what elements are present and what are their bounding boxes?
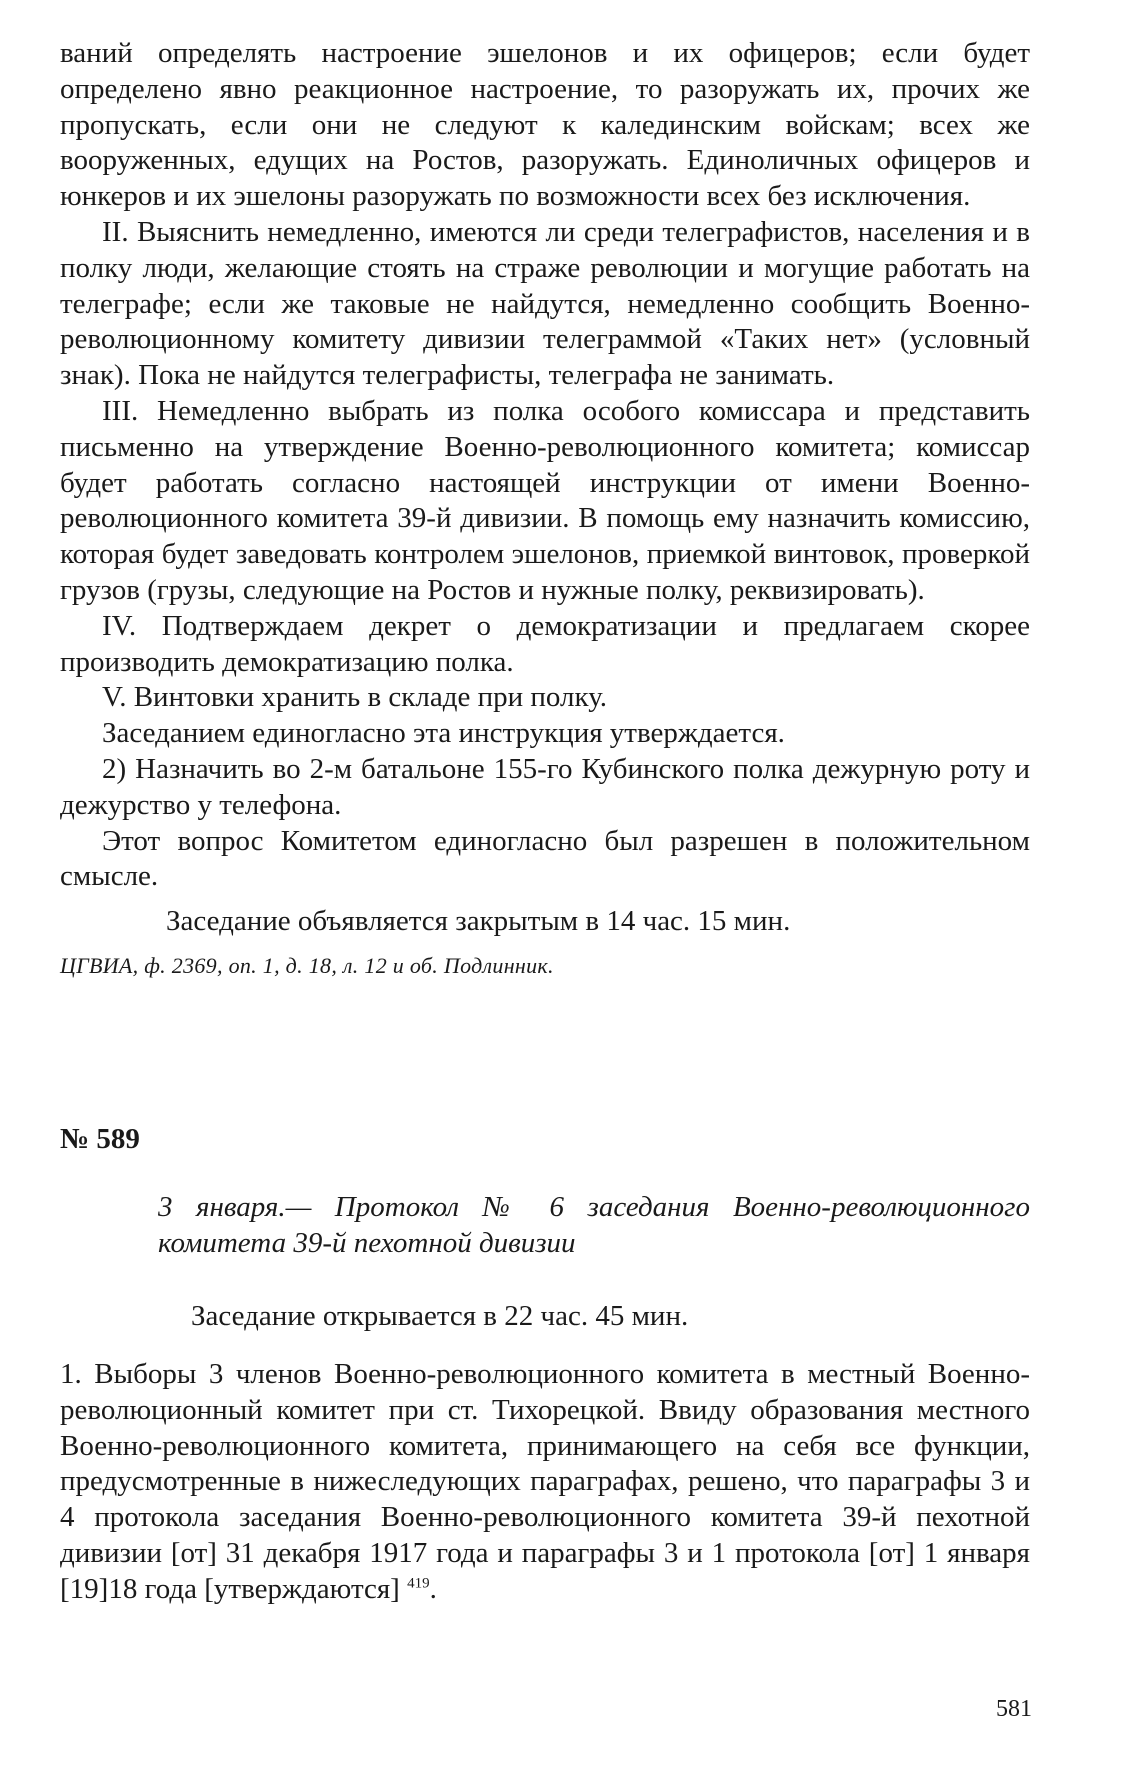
- paragraph-resolution: Этот вопрос Комитетом единогласно был разрешен в положительном смысле.: [60, 824, 1030, 893]
- paragraph-item-2: 2) Назначить во 2-м батальоне 155-го Кубинского полка дежурную роту и дежурство у телефона.: [60, 752, 1030, 821]
- previous-document-continuation: [60, 36, 1030, 981]
- paragraph-point-4: IV. Подтверждаем декрет о демократизации и предлагаем скорее производить демократизацию полка.: [60, 609, 1030, 678]
- document-number: № 589: [60, 1123, 140, 1155]
- document-page: [60, 36, 1030, 1605]
- paragraph-point-2: II. Выяснить немедленно, имеются ли среди телеграфистов, населения и в полку люди, желающие стоять на страже революции и могущие работать на телеграфе; если же таковые не найдутся, немедленно сообщить Военно-революционному комитету дивизии телеграммой «Таких нет» (условный знак). Пока не найдутся телеграфисты, телеграфа не занимать.: [60, 215, 1030, 392]
- paragraph-point-5: V. Винтовки хранить в складе при полку.: [102, 681, 608, 714]
- page-number: 581: [996, 1696, 1032, 1722]
- document-title: 3 января.— Протокол № 6 заседания Военно-революционного комитета 39-й пехотной дивизии: [158, 1191, 1030, 1259]
- paragraph-instruction-continuation: ваний определять настроение эшелонов и их офицеров; если будет определено явно реакционное настроение, то разоружать их, прочих же пропускать, если они не следуют к калединским войскам; всех же вооруженных, едущих на Ростов, разоружать. Единоличных офицеров и юнкеров и их эшелоны разоружать по возможности всех без исключения.: [60, 37, 1030, 213]
- agenda-item-1-text: 1. Выборы 3 членов Военно-революционного комитета в местный Военно-революционный комитет при ст. Тихорецкой. Ввиду образования местного Военно-революционного комитета, принимающего на себя все функции, предусмотренные в нижеследующих параграфах, решено, что параграфы 3 и 4 протокола заседания Военно-революционного комитета 39-й пехотной дивизии [от] 31 декабря 1917 года и параграфы 3 и 1 протокола [от] 1 января [19]18 года [утверждаются]: [60, 1358, 1030, 1605]
- agenda-item-1-end: .: [429, 1572, 437, 1605]
- meeting-closing-line: Заседание объявляется закрытым в 14 час. 15 мин.: [166, 905, 791, 938]
- archive-source-citation: ЦГВИА, ф. 2369, оп. 1, д. 18, л. 12 и об. Подлинник.: [60, 953, 554, 979]
- meeting-opening-line: Заседание открывается в 22 час. 45 мин.: [191, 1300, 689, 1332]
- footnote-marker: 419: [407, 1575, 430, 1592]
- agenda-item-1: [60, 1357, 1030, 1608]
- paragraph-approval: Заседанием единогласно эта инструкция утверждается.: [102, 717, 785, 750]
- paragraph-point-3: III. Немедленно выбрать из полка особого комиссара и представить письменно на утверждение Военно-революционного комитета; комиссар будет работать согласно настоящей инструкции от имени Военно-революционного комитета 39-й дивизии. В помощь ему назначить комиссию, которая будет заведовать контролем эшелонов, приемкой винтовок, проверкой грузов (грузы, следующие на Ростов и нужные полку, реквизировать).: [60, 394, 1030, 606]
